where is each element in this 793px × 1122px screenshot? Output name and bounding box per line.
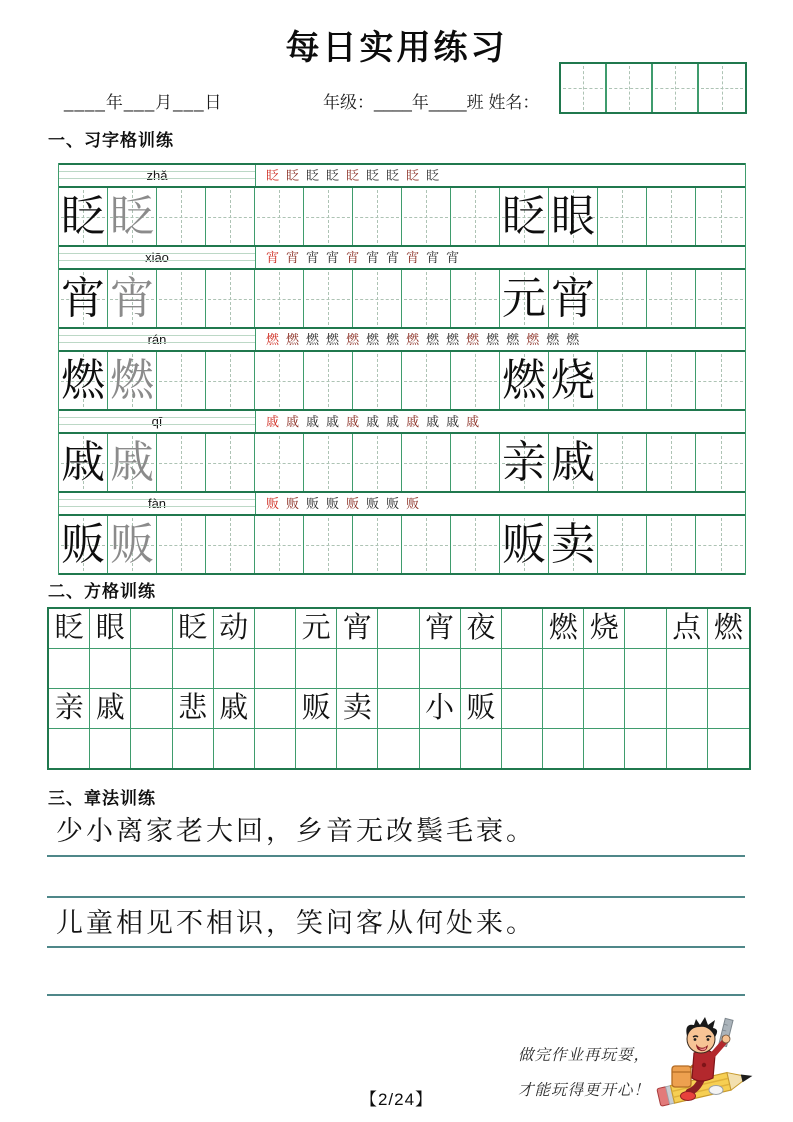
practice-cell bbox=[549, 270, 598, 327]
square-grid-cell: 烧 bbox=[584, 609, 625, 649]
stroke-order-glyph: 燃 bbox=[326, 332, 340, 347]
stroke-order-glyph: 燃 bbox=[266, 332, 280, 347]
practice-cell bbox=[157, 270, 206, 327]
section-title-composition-training: 三、章法训练 bbox=[48, 789, 156, 808]
practice-cell bbox=[451, 516, 500, 573]
practice-cell bbox=[108, 188, 157, 245]
practice-cell bbox=[647, 352, 696, 409]
square-grid-cell bbox=[296, 649, 337, 689]
square-grid-cell bbox=[420, 649, 461, 689]
square-grid-cell bbox=[255, 689, 296, 729]
square-grid-cell bbox=[502, 729, 543, 768]
practice-cell bbox=[500, 188, 549, 245]
practice-row-header bbox=[59, 411, 745, 434]
practice-character: 戚 bbox=[551, 437, 595, 487]
stroke-order-glyph: 贩 bbox=[386, 496, 400, 511]
practice-cell bbox=[59, 270, 108, 327]
square-grid-cell bbox=[255, 609, 296, 649]
square-grid-cell: 点 bbox=[667, 609, 708, 649]
stroke-order-glyph: 贩 bbox=[266, 496, 280, 511]
name-grid-cell bbox=[561, 64, 607, 112]
square-grid-cell bbox=[625, 609, 666, 649]
date-blank-line: ____年___月___日 bbox=[64, 93, 223, 112]
section-title-square-grid-training: 二、方格训练 bbox=[48, 582, 156, 601]
practice-cell bbox=[647, 270, 696, 327]
stroke-order-glyph: 戚 bbox=[366, 414, 380, 429]
practice-cell bbox=[353, 434, 402, 491]
stroke-order-glyph: 燃 bbox=[346, 332, 360, 347]
square-grid-cell: 戚 bbox=[214, 689, 255, 729]
practice-cell bbox=[206, 434, 255, 491]
stroke-order-glyph: 戚 bbox=[426, 414, 440, 429]
practice-cell-row bbox=[59, 516, 745, 573]
square-grid-cell: 戚 bbox=[90, 689, 131, 729]
stroke-order-glyph: 宵 bbox=[406, 250, 420, 265]
square-grid-cell bbox=[131, 649, 172, 689]
practice-character: 贩 bbox=[502, 519, 546, 569]
square-grid-cell bbox=[708, 729, 749, 768]
practice-row-header bbox=[59, 493, 745, 516]
practice-cell bbox=[108, 270, 157, 327]
practice-cell bbox=[500, 352, 549, 409]
practice-cell bbox=[304, 270, 353, 327]
grade-class-name-line: 年级：____年____班 姓名： bbox=[323, 93, 540, 112]
square-grid-cell bbox=[337, 649, 378, 689]
stroke-order-glyph: 燃 bbox=[546, 332, 560, 347]
practice-cell bbox=[598, 434, 647, 491]
practice-character: 元 bbox=[502, 273, 546, 323]
square-grid-cell bbox=[502, 609, 543, 649]
footer-slogan-line-2: 才能玩得更开心！ bbox=[517, 1082, 650, 1099]
practice-cell-row bbox=[59, 270, 745, 327]
stroke-order-glyph: 贩 bbox=[346, 496, 360, 511]
practice-cell bbox=[353, 270, 402, 327]
practice-cell bbox=[157, 516, 206, 573]
poem-line-1: 少小离家老大回，乡音无改鬓毛衰。 bbox=[56, 816, 536, 846]
pinyin-box bbox=[59, 165, 256, 186]
square-grid-cell bbox=[378, 729, 419, 768]
practice-character: 卖 bbox=[551, 519, 595, 569]
square-grid-cell bbox=[214, 649, 255, 689]
practice-cell bbox=[647, 516, 696, 573]
practice-character: 眼 bbox=[551, 191, 595, 241]
stroke-order-glyph: 宵 bbox=[346, 250, 360, 265]
practice-cell bbox=[304, 516, 353, 573]
square-grid-cell: 卖 bbox=[337, 689, 378, 729]
square-grid-cell bbox=[625, 649, 666, 689]
practice-cell bbox=[696, 270, 745, 327]
stroke-order-glyph: 燃 bbox=[566, 332, 580, 347]
pinyin-box bbox=[59, 247, 256, 268]
square-grid-cell bbox=[502, 689, 543, 729]
square-grid-cell: 燃 bbox=[543, 609, 584, 649]
practice-cell bbox=[157, 434, 206, 491]
square-grid-cell bbox=[49, 729, 90, 768]
square-grid-cell: 悲 bbox=[173, 689, 214, 729]
stroke-order-glyph: 眨 bbox=[346, 168, 360, 183]
name-writing-grid bbox=[559, 62, 747, 114]
practice-cell bbox=[255, 516, 304, 573]
practice-cell bbox=[59, 188, 108, 245]
square-grid-cell bbox=[543, 689, 584, 729]
stroke-order-glyph: 贩 bbox=[286, 496, 300, 511]
practice-cell bbox=[451, 270, 500, 327]
practice-character: 眨 bbox=[110, 191, 154, 241]
stroke-order-glyph: 燃 bbox=[386, 332, 400, 347]
pinyin-box bbox=[59, 329, 256, 350]
practice-cell bbox=[549, 516, 598, 573]
stroke-order-glyph: 戚 bbox=[386, 414, 400, 429]
practice-cell bbox=[402, 270, 451, 327]
practice-character: 贩 bbox=[110, 519, 154, 569]
practice-cell bbox=[451, 352, 500, 409]
square-grid-cell bbox=[461, 729, 502, 768]
practice-cell bbox=[304, 434, 353, 491]
practice-cell bbox=[255, 352, 304, 409]
pinyin-label: qī bbox=[151, 414, 163, 429]
square-grid-cell bbox=[420, 729, 461, 768]
stroke-order-glyph: 戚 bbox=[346, 414, 360, 429]
square-grid-cell bbox=[667, 649, 708, 689]
square-grid-cell bbox=[131, 689, 172, 729]
practice-row-header bbox=[59, 329, 745, 352]
practice-cell bbox=[647, 434, 696, 491]
stroke-order-glyph: 宵 bbox=[326, 250, 340, 265]
square-grid-cell bbox=[584, 729, 625, 768]
practice-character: 燃 bbox=[110, 355, 154, 405]
square-grid-cell bbox=[584, 689, 625, 729]
practice-cell bbox=[108, 516, 157, 573]
stroke-order-glyph: 燃 bbox=[526, 332, 540, 347]
practice-cell bbox=[59, 516, 108, 573]
practice-cell bbox=[500, 516, 549, 573]
stroke-order-strip bbox=[256, 247, 745, 268]
stroke-order-glyph: 燃 bbox=[446, 332, 460, 347]
writing-line bbox=[47, 855, 745, 857]
footer-slogan bbox=[440, 1038, 650, 1108]
practice-cell bbox=[549, 434, 598, 491]
square-grid-cell bbox=[543, 729, 584, 768]
square-grid-cell bbox=[90, 729, 131, 768]
pinyin-label: rán bbox=[147, 332, 167, 347]
practice-character: 戚 bbox=[61, 437, 105, 487]
square-grid-cell bbox=[378, 649, 419, 689]
practice-cell bbox=[353, 516, 402, 573]
square-grid-cell bbox=[49, 649, 90, 689]
stroke-order-strip bbox=[256, 493, 745, 514]
practice-character: 烧 bbox=[551, 355, 595, 405]
practice-cell bbox=[696, 516, 745, 573]
square-grid-cell bbox=[667, 729, 708, 768]
practice-cell bbox=[549, 352, 598, 409]
practice-character: 燃 bbox=[502, 355, 546, 405]
square-grid-cell bbox=[378, 689, 419, 729]
stroke-order-glyph: 眨 bbox=[426, 168, 440, 183]
pinyin-label: fàn bbox=[147, 496, 167, 511]
practice-cell bbox=[402, 516, 451, 573]
pinyin-box bbox=[59, 493, 256, 514]
practice-cell bbox=[353, 352, 402, 409]
practice-character: 眨 bbox=[61, 191, 105, 241]
square-grid-cell bbox=[337, 729, 378, 768]
practice-row bbox=[59, 327, 745, 409]
practice-cell bbox=[500, 434, 549, 491]
square-grid-cell: 夜 bbox=[461, 609, 502, 649]
stroke-order-glyph: 贩 bbox=[406, 496, 420, 511]
stroke-order-glyph: 戚 bbox=[306, 414, 320, 429]
practice-row bbox=[59, 163, 745, 245]
square-grid-cell: 亲 bbox=[49, 689, 90, 729]
square-grid-cell bbox=[378, 609, 419, 649]
practice-cell bbox=[647, 188, 696, 245]
practice-character: 戚 bbox=[110, 437, 154, 487]
square-grid-cell bbox=[708, 649, 749, 689]
square-grid-cell: 宵 bbox=[420, 609, 461, 649]
stroke-order-glyph: 燃 bbox=[406, 332, 420, 347]
boy-riding-pencil-mascot-icon bbox=[650, 1016, 768, 1118]
stroke-order-glyph: 眨 bbox=[406, 168, 420, 183]
stroke-order-glyph: 燃 bbox=[506, 332, 520, 347]
pinyin-label: xiāo bbox=[145, 250, 169, 265]
practice-character: 宵 bbox=[61, 273, 105, 323]
square-grid-cell bbox=[625, 729, 666, 768]
practice-cell bbox=[696, 188, 745, 245]
practice-row-header bbox=[59, 165, 745, 188]
stroke-order-glyph: 燃 bbox=[286, 332, 300, 347]
square-grid-cell bbox=[214, 729, 255, 768]
practice-cell bbox=[108, 352, 157, 409]
square-grid-cell bbox=[255, 649, 296, 689]
stroke-order-glyph: 燃 bbox=[486, 332, 500, 347]
square-grid-cell: 小 bbox=[420, 689, 461, 729]
practice-cell-row bbox=[59, 434, 745, 491]
practice-cell bbox=[598, 352, 647, 409]
writing-line bbox=[47, 946, 745, 948]
practice-character: 眨 bbox=[502, 191, 546, 241]
practice-row bbox=[59, 409, 745, 491]
poem-line-2: 儿童相见不相识，笑问客从何处来。 bbox=[56, 908, 536, 938]
practice-cell bbox=[402, 188, 451, 245]
practice-row bbox=[59, 245, 745, 327]
writing-line bbox=[47, 896, 745, 898]
practice-cell bbox=[696, 352, 745, 409]
square-grid-cell: 贩 bbox=[461, 689, 502, 729]
stroke-order-glyph: 燃 bbox=[426, 332, 440, 347]
stroke-order-glyph: 宵 bbox=[426, 250, 440, 265]
practice-cell bbox=[59, 352, 108, 409]
name-grid-cell bbox=[653, 64, 699, 112]
square-grid-cell: 燃 bbox=[708, 609, 749, 649]
square-grid-cell bbox=[131, 609, 172, 649]
character-practice-grid bbox=[58, 163, 746, 575]
square-grid-cell bbox=[461, 649, 502, 689]
square-grid-cell bbox=[296, 729, 337, 768]
square-grid-cell bbox=[502, 649, 543, 689]
stroke-order-glyph: 戚 bbox=[266, 414, 280, 429]
pinyin-label: zhǎ bbox=[146, 168, 168, 183]
practice-cell-row bbox=[59, 352, 745, 409]
practice-character: 贩 bbox=[61, 519, 105, 569]
practice-cell bbox=[59, 434, 108, 491]
square-grid-cell: 贩 bbox=[296, 689, 337, 729]
stroke-order-glyph: 戚 bbox=[286, 414, 300, 429]
stroke-order-glyph: 贩 bbox=[326, 496, 340, 511]
stroke-order-glyph: 宵 bbox=[446, 250, 460, 265]
stroke-order-glyph: 戚 bbox=[446, 414, 460, 429]
stroke-order-glyph: 贩 bbox=[366, 496, 380, 511]
practice-cell bbox=[304, 188, 353, 245]
stroke-order-glyph: 眨 bbox=[286, 168, 300, 183]
page-title: 每日实用练习 bbox=[285, 29, 508, 67]
name-grid-cell bbox=[607, 64, 653, 112]
stroke-order-glyph: 眨 bbox=[266, 168, 280, 183]
pinyin-box bbox=[59, 411, 256, 432]
square-grid-cell bbox=[584, 649, 625, 689]
practice-cell bbox=[598, 270, 647, 327]
practice-cell bbox=[255, 270, 304, 327]
stroke-order-glyph: 眨 bbox=[366, 168, 380, 183]
square-grid-cell bbox=[131, 729, 172, 768]
stroke-order-glyph: 眨 bbox=[386, 168, 400, 183]
practice-cell bbox=[157, 188, 206, 245]
name-grid-cell bbox=[699, 64, 745, 112]
square-grid-cell: 元 bbox=[296, 609, 337, 649]
square-grid-cell bbox=[173, 649, 214, 689]
stroke-order-glyph: 眨 bbox=[306, 168, 320, 183]
practice-character: 燃 bbox=[61, 355, 105, 405]
practice-cell bbox=[598, 188, 647, 245]
practice-cell bbox=[598, 516, 647, 573]
practice-row-header bbox=[59, 247, 745, 270]
square-grid-cell bbox=[543, 649, 584, 689]
practice-cell bbox=[157, 352, 206, 409]
stroke-order-glyph: 戚 bbox=[466, 414, 480, 429]
square-grid-cell: 动 bbox=[214, 609, 255, 649]
stroke-order-strip bbox=[256, 165, 745, 186]
section-title-character-grid-training: 一、习字格训练 bbox=[48, 131, 174, 150]
practice-cell bbox=[696, 434, 745, 491]
stroke-order-glyph: 燃 bbox=[466, 332, 480, 347]
practice-cell bbox=[206, 352, 255, 409]
page-number: 【2/24】 bbox=[359, 1090, 434, 1109]
square-grid-cell: 宵 bbox=[337, 609, 378, 649]
practice-cell bbox=[549, 188, 598, 245]
practice-cell bbox=[206, 270, 255, 327]
practice-cell-row bbox=[59, 188, 745, 245]
practice-cell bbox=[451, 188, 500, 245]
writing-line bbox=[47, 994, 745, 996]
footer-slogan-line-1: 做完作业再玩耍， bbox=[517, 1047, 650, 1064]
practice-cell bbox=[402, 352, 451, 409]
practice-cell bbox=[304, 352, 353, 409]
practice-cell bbox=[255, 188, 304, 245]
square-grid-cell bbox=[708, 689, 749, 729]
practice-cell bbox=[451, 434, 500, 491]
stroke-order-glyph: 戚 bbox=[406, 414, 420, 429]
practice-cell bbox=[206, 516, 255, 573]
stroke-order-strip bbox=[256, 411, 745, 432]
practice-cell bbox=[500, 270, 549, 327]
square-grid-cell bbox=[625, 689, 666, 729]
square-grid-cell bbox=[667, 689, 708, 729]
stroke-order-glyph: 燃 bbox=[306, 332, 320, 347]
stroke-order-glyph: 宵 bbox=[386, 250, 400, 265]
stroke-order-glyph: 戚 bbox=[326, 414, 340, 429]
square-grid-cell bbox=[173, 729, 214, 768]
square-grid-cell bbox=[255, 729, 296, 768]
stroke-order-glyph: 贩 bbox=[306, 496, 320, 511]
square-grid-cell: 眨 bbox=[173, 609, 214, 649]
stroke-order-strip bbox=[256, 329, 745, 350]
practice-character: 亲 bbox=[502, 437, 546, 487]
practice-cell bbox=[353, 188, 402, 245]
square-grid-cell: 眨 bbox=[49, 609, 90, 649]
practice-cell bbox=[255, 434, 304, 491]
practice-cell bbox=[402, 434, 451, 491]
stroke-order-glyph: 眨 bbox=[326, 168, 340, 183]
practice-character: 宵 bbox=[551, 273, 595, 323]
stroke-order-glyph: 宵 bbox=[306, 250, 320, 265]
stroke-order-glyph: 宵 bbox=[286, 250, 300, 265]
practice-row bbox=[59, 491, 745, 575]
square-word-grid bbox=[47, 607, 751, 770]
practice-character: 宵 bbox=[110, 273, 154, 323]
square-grid-cell bbox=[90, 649, 131, 689]
practice-cell bbox=[108, 434, 157, 491]
square-grid-cell: 眼 bbox=[90, 609, 131, 649]
stroke-order-glyph: 燃 bbox=[366, 332, 380, 347]
stroke-order-glyph: 宵 bbox=[366, 250, 380, 265]
stroke-order-glyph: 宵 bbox=[266, 250, 280, 265]
practice-cell bbox=[206, 188, 255, 245]
